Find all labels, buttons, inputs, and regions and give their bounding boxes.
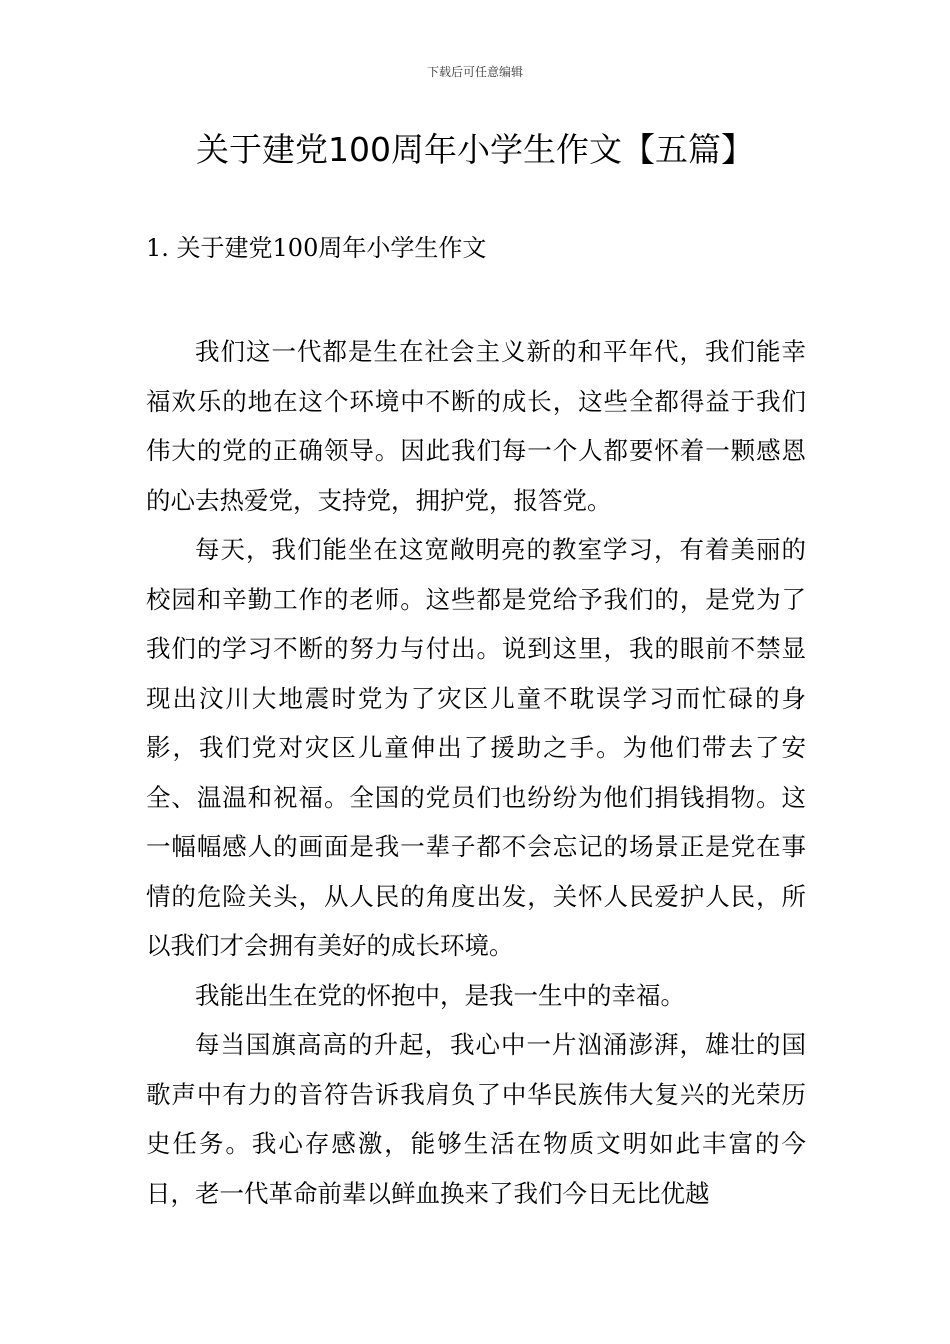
section-heading: 1. 关于建党100周年小学生作文: [146, 234, 487, 262]
header-note: 下载后可任意编辑: [426, 65, 523, 79]
paragraph: 每当国旗高高的升起，我心中一片汹涌澎湃，雄壮的国歌声中有力的音符告诉我肩负了中华民族伟大复兴的光荣历史任务。我心存感激，能够生活在物质文明如此丰富的今日，老一代革命前辈以鲜血换来了我们今日无比优越: [146, 1030, 806, 1208]
paragraph: 每天，我们能坐在这宽敞明亮的教室学习，有着美丽的校园和辛勤工作的老师。这些都是党给予我们的，是党为了我们的学习不断的努力与付出。说到这里，我的眼前不禁显现出汶川大地震时党为了灾区儿童不耽误学习而忙碌的身影，我们党对灾区儿童伸出了援助之手。为他们带去了安全、温温和祝福。全国的党员们也纷纷为他们捐钱捐物。这一幅幅感人的画面是我一辈子都不会忘记的场景正是党在事情的危险关头，从人民的角度出发，关怀人民爱护人民，所以我们才会拥有美好的成长环境。: [146, 535, 806, 960]
paragraph: 我能出生在党的怀抱中，是我一生中的幸福。: [195, 980, 685, 1010]
document-title: 关于建党100周年小学生作文【五篇】: [196, 130, 754, 169]
paragraph: 我们这一代都是生在社会主义新的和平年代，我们能幸福欢乐的地在这个环境中不断的成长，这些全都得益于我们伟大的党的正确领导。因此我们每一个人都要怀着一颗感恩的心去热爱党，支持党，拥护党，报答党。: [146, 337, 806, 515]
body-text: [146, 327, 806, 1218]
